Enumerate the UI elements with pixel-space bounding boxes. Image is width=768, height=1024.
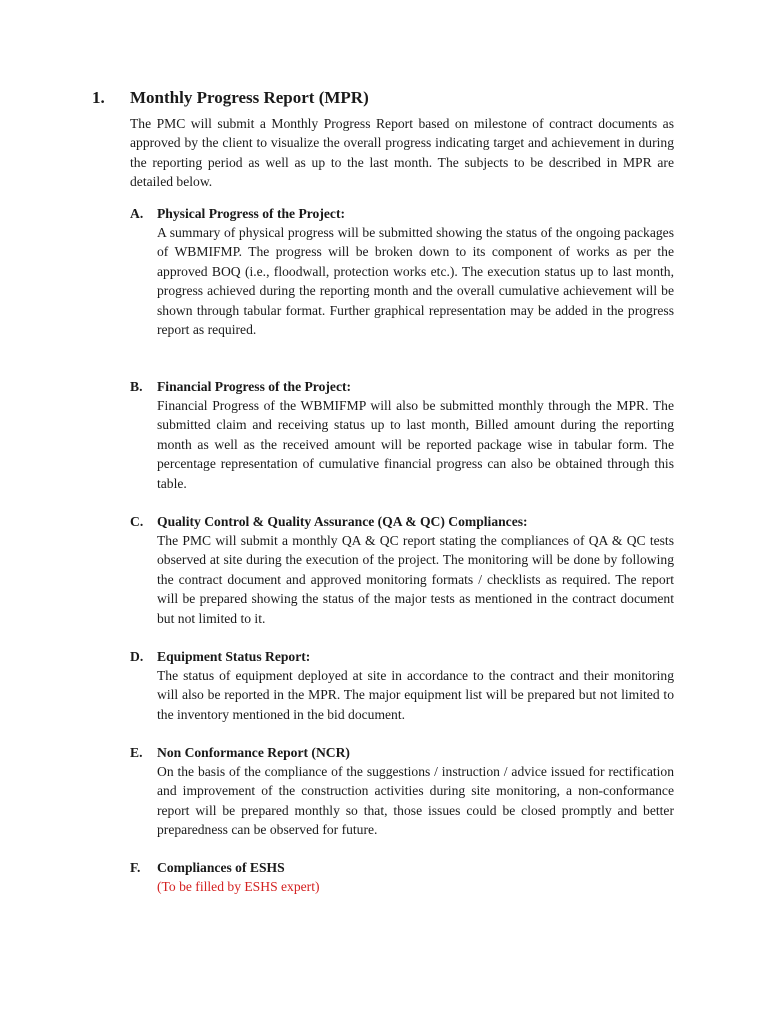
- subsection-f-title: [130, 858, 674, 877]
- subsection-a-heading: Physical Progress of the Project:: [157, 206, 345, 221]
- subsection-f-note: (To be filled by ESHS expert): [157, 879, 320, 894]
- subsection-e: [130, 743, 674, 840]
- subsection-b-body: Financial Progress of the WBMIFMP will also be submitted monthly through the MPR. The submitted claim and receiving status up to last month, Billed amount during the reporting month as well as the received amount will be reported package wise in tabular form. The percentage representation of cumulative financial progress can also be obtained through this table.: [157, 398, 674, 491]
- section-heading: [92, 88, 369, 108]
- subsection-e-heading: Non Conformance Report (NCR): [157, 745, 350, 760]
- subsection-b-letter: B.: [130, 379, 143, 394]
- subsection-d-body: The status of equipment deployed at site in accordance to the contract and their monitoring will also be reported in the MPR. The major equipment list will be prepared but not limited to the inventory mentioned in the bid document.: [157, 668, 674, 722]
- subsection-a-letter: A.: [130, 206, 144, 221]
- subsection-b-title: [130, 377, 674, 396]
- subsection-f-letter: F.: [130, 860, 141, 875]
- section-title: Monthly Progress Report (MPR): [130, 88, 369, 107]
- subsection-e-title: [130, 743, 674, 762]
- subsection-e-letter: E.: [130, 745, 143, 760]
- subsection-c: [130, 512, 674, 628]
- subsection-f-heading: Compliances of ESHS: [157, 860, 285, 875]
- subsection-f: [130, 858, 674, 896]
- subsection-b-heading: Financial Progress of the Project:: [157, 379, 352, 394]
- subsection-d-title: [130, 647, 674, 666]
- subsection-c-title: [130, 512, 674, 531]
- section-number: 1.: [92, 88, 105, 107]
- subsection-a: [130, 204, 674, 339]
- subsection-c-letter: C.: [130, 514, 144, 529]
- subsection-c-heading: Quality Control & Quality Assurance (QA & QC) Compliances:: [157, 514, 528, 529]
- intro-paragraph: The PMC will submit a Monthly Progress Report based on milestone of contract documents as approved by the client to visualize the overall progress indicating target and achievement in during the reporting period as well as up to the last month. The subjects to be described in MPR are detailed below.: [130, 116, 674, 190]
- subsection-d: [130, 647, 674, 724]
- subsection-b: [130, 377, 674, 493]
- subsection-a-title: [130, 204, 674, 223]
- subsection-a-body: A summary of physical progress will be submitted showing the status of the ongoing packages of WBMIFMP. The progress will be broken down to its component of works as per the approved BOQ (i.e., floodwall, protection works etc.). The execution status up to last month, progress achieved during the reporting month and the overall cumulative achievement will be shown through tabular format. Further graphical representation may be added in the progress report as required.: [157, 225, 674, 338]
- subsection-d-heading: Equipment Status Report:: [157, 649, 311, 664]
- subsection-c-body: The PMC will submit a monthly QA & QC report stating the compliances of QA & QC tests observed at site during the execution of the project. The monitoring will be done by following the contract document and approved monitoring formats / checklists as required. The report will be prepared showing the status of the major tests as mentioned in the contract document but not limited to it.: [157, 533, 674, 626]
- subsection-d-letter: D.: [130, 649, 144, 664]
- subsection-e-body: On the basis of the compliance of the suggestions / instruction / advice issued for rectification and improvement of the construction activities during site monitoring, a non-conformance report will be prepared monthly so that, those issues could be closed promptly and better preparedness can be observed for future.: [157, 764, 674, 838]
